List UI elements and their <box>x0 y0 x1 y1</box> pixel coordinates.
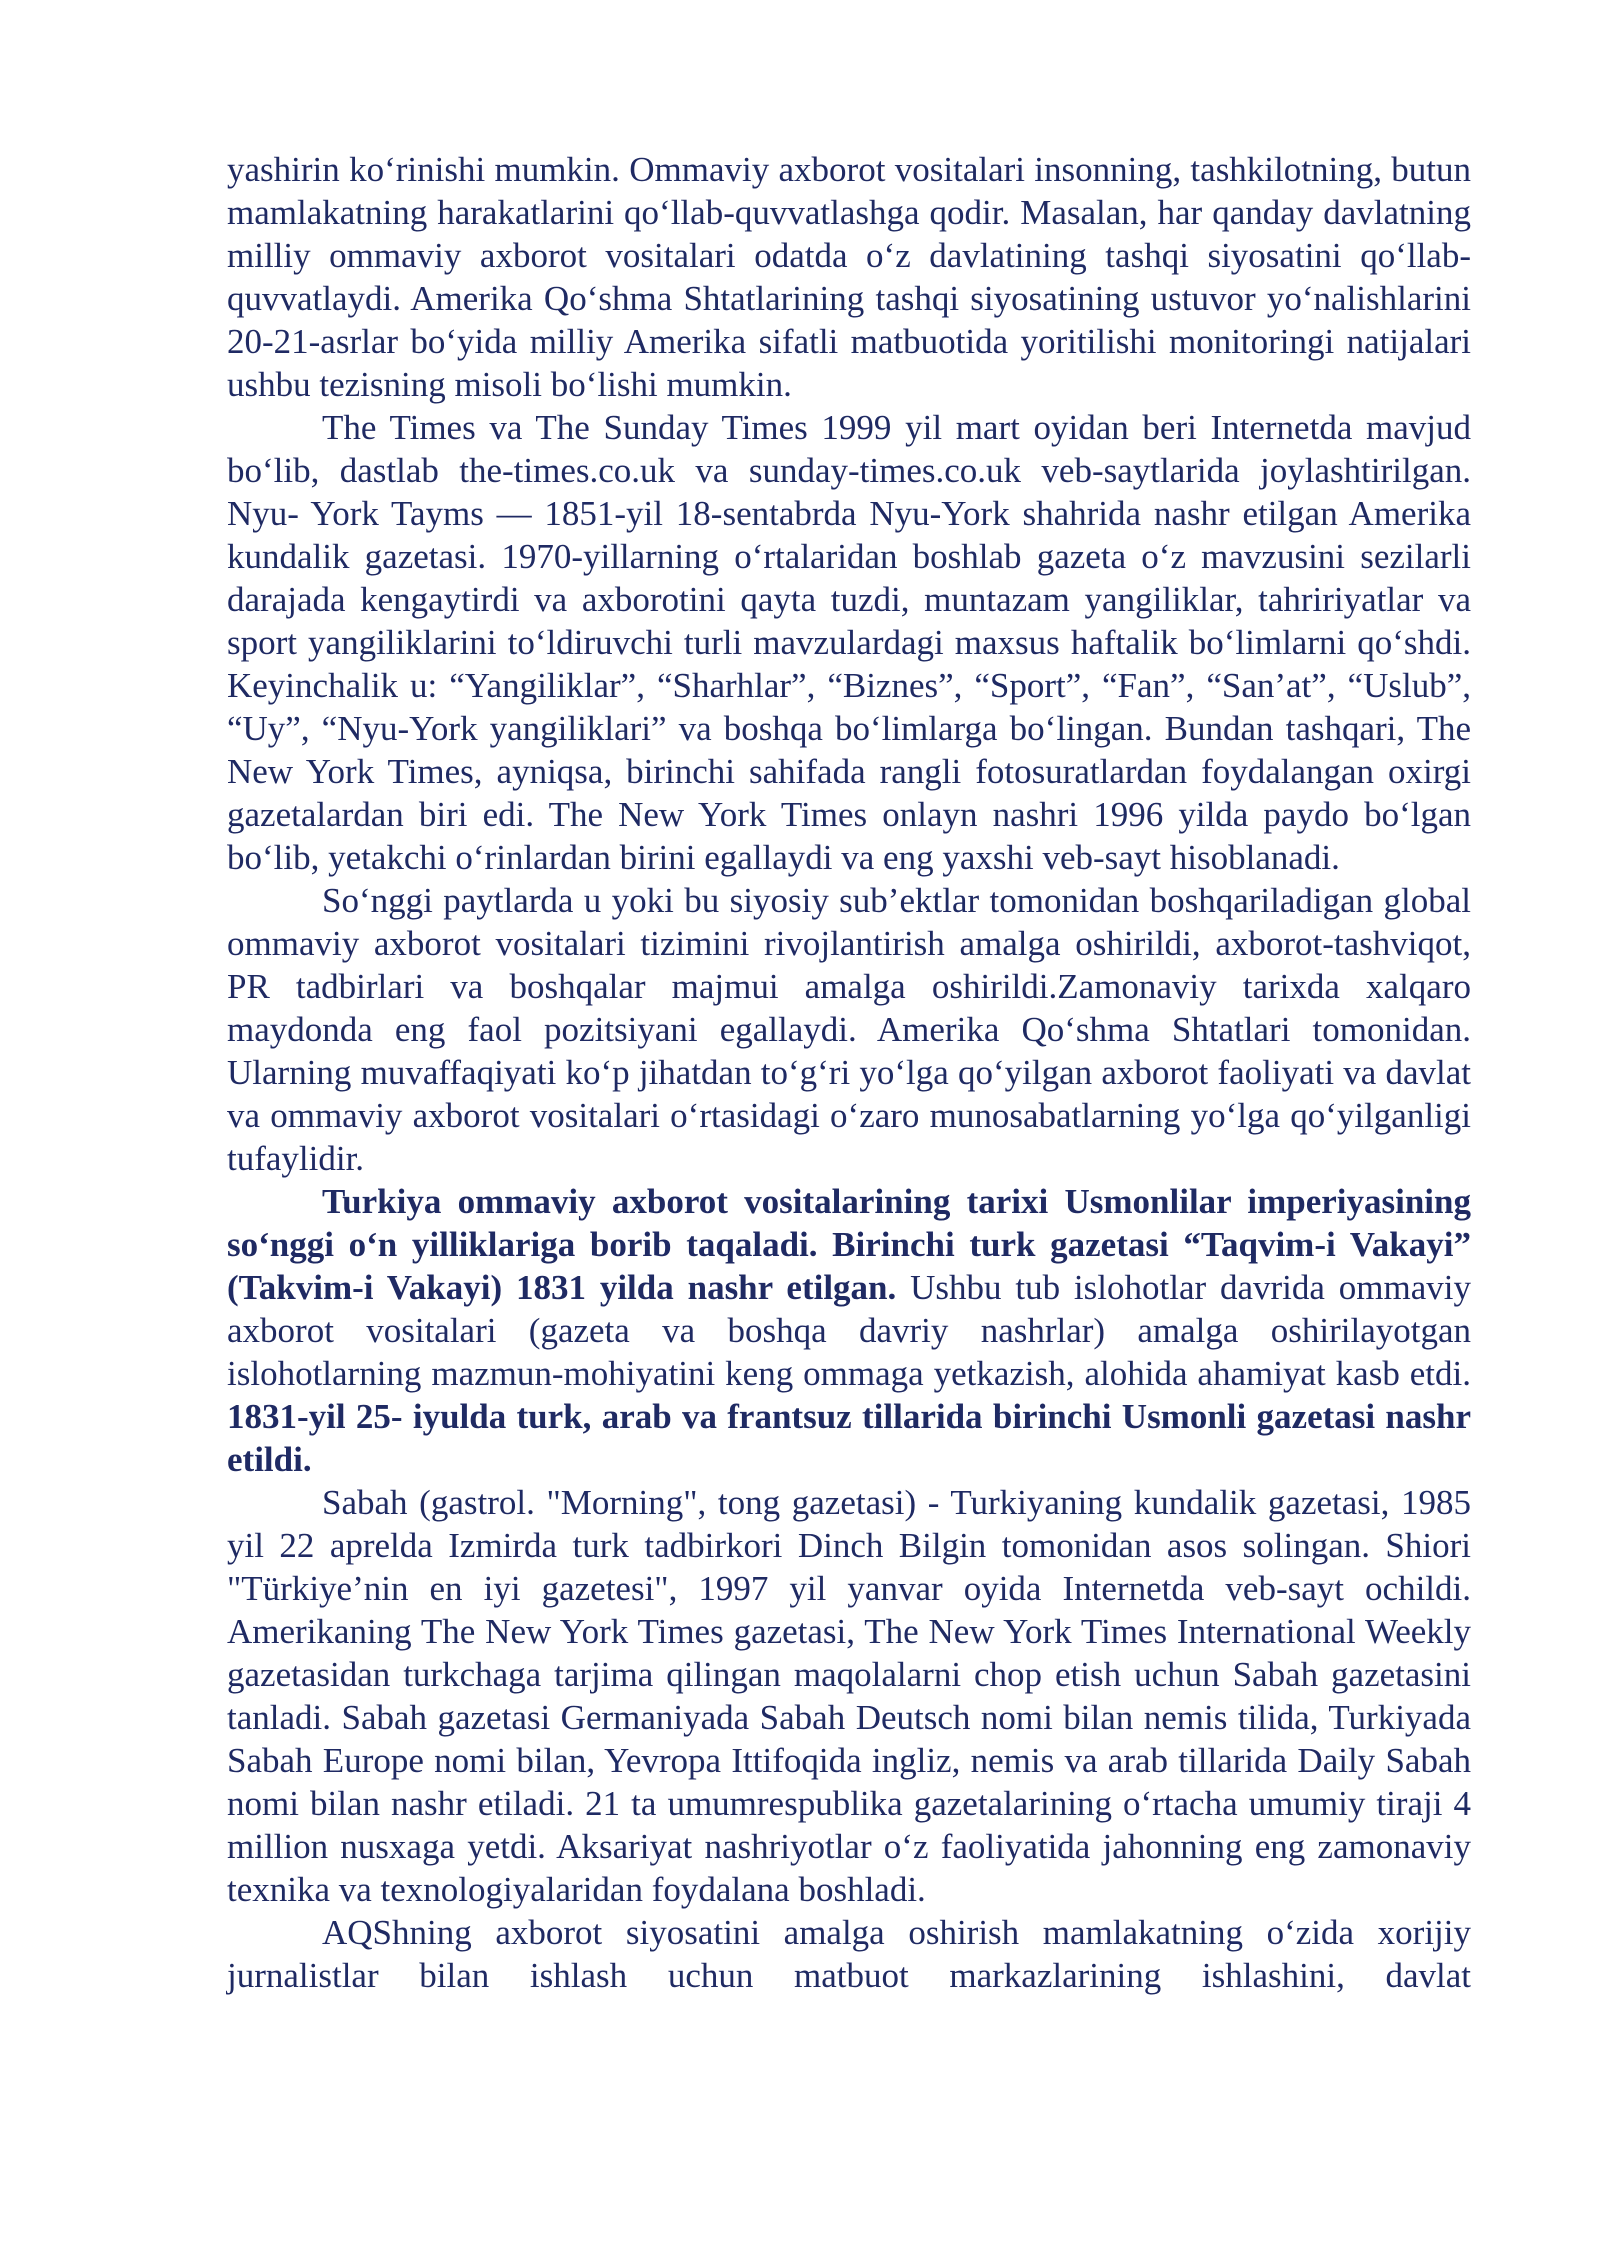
paragraph-1 <box>227 148 1471 406</box>
paragraph-4-bold-intro: Turkiya ommaviy axborot vositalarining tarixi Usmonlilar imperiyasining soʻnggi oʻn yilliklariga borib taqaladi. Birinchi turk gazetasi “Taqvim-i Vakayi” (Takvim-i Vakayi) 1831 yilda nashr etilgan. <box>227 1182 1471 1307</box>
document-page <box>227 148 1471 1997</box>
paragraph-2-text: The Times va The Sunday Times 1999 yil mart oyidan beri Internetda mavjud boʻlib, dastlab the-times.co.uk va sunday-times.co.uk veb-saytlarida joylashtirilgan. Nyu- York Tayms — 1851-yil 18-sentabrda Nyu-York shahrida nashr etilgan Amerika kundalik gazetasi. 1970-yillarning oʻrtalaridan boshlab gazeta oʻz mavzusini sezilarli darajada kengaytirdi va axborotini qayta tuzdi, muntazam yangiliklar, tahririyatlar va sport yangiliklarini toʻldiruvchi turli mavzulardagi maxsus haftalik boʻlimlarni qoʻshdi. Keyinchalik u: “Yangiliklar”, “Sharhlar”, “Biznes”, “Sport”, “Fan”, “San’at”, “Uslub”, “Uy”, “Nyu-York yangiliklari” va boshqa boʻlimlarga boʻlingan. Bundan tashqari, The New York Times, ayniqsa, birinchi sahifada rangli fotosuratlardan foydalangan oxirgi gazetalardan biri edi. The New York Times onlayn nashri 1996 yilda paydo boʻlgan boʻlib, yetakchi oʻrinlardan birini egallaydi va eng yaxshi veb-sayt hisoblanadi. <box>227 408 1471 877</box>
paragraph-3-text: Soʻnggi paytlarda u yoki bu siyosiy sub’ektlar tomonidan boshqariladigan global ommaviy axborot vositalari tizimini rivojlantirish amalga oshirildi, axborot-tashviqot, PR tadbirlari va boshqalar majmui amalga oshirildi.Zamonaviy tarixda xalqaro maydonda eng faol pozitsiyani egallaydi. Amerika Qoʻshma Shtatlari tomonidan. Ularning muvaffaqiyati koʻp jihatdan toʻgʻri yoʻlga qoʻyilgan axborot faoliyati va davlat va ommaviy axborot vositalari oʻrtasidagi oʻzaro munosabatlarning yoʻlga qoʻyilganligi tufaylidir. <box>227 881 1471 1178</box>
paragraph-2 <box>227 406 1471 879</box>
paragraph-3 <box>227 879 1471 1180</box>
paragraph-4 <box>227 1180 1471 1481</box>
paragraph-5-text: Sabah (gastrol. "Morning", tong gazetasi) - Turkiyaning kundalik gazetasi, 1985 yil 22 aprelda Izmirda turk tadbirkori Dinch Bilgin tomonidan asos solingan. Shiori "Türkiye’nin en iyi gazetesi", 1997 yil yanvar oyida Internetda veb-sayt ochildi. Amerikaning The New York Times gazetasi, The New York Times International Weekly gazetasidan turkchaga tarjima qilingan maqolalarni chop etish uchun Sabah gazetasini tanladi. Sabah gazetasi Germaniyada Sabah Deutsch nomi bilan nemis tilida, Turkiyada Sabah Europe nomi bilan, Yevropa Ittifoqida ingliz, nemis va arab tillarida Daily Sabah nomi bilan nashr etiladi. 21 ta umumrespublika gazetalarining oʻrtacha umumiy tiraji 4 million nusxaga yetdi. Aksariyat nashriyotlar oʻz faoliyatida jahonning eng zamonaviy texnika va texnologiyalaridan foydalana boshladi. <box>227 1483 1471 1909</box>
paragraph-4-bold-outro: 1831-yil 25- iyulda turk, arab va frantsuz tillarida birinchi Usmonli gazetasi nashr etildi. <box>227 1397 1471 1479</box>
paragraph-1-text: yashirin koʻrinishi mumkin. Ommaviy axborot vositalari insonning, tashkilotning, butun mamlakatning harakatlarini qoʻllab-quvvatlashga qodir. Masalan, har qanday davlatning milliy ommaviy axborot vositalari odatda oʻz davlatining tashqi siyosatini qoʻllab- quvvatlaydi. Amerika Qoʻshma Shtatlarining tashqi siyosatining ustuvor yoʻnalishlarini 20-21-asrlar boʻyida milliy Amerika sifatli matbuotida yoritilishi monitoringi natijalari ushbu tezisning misoli boʻlishi mumkin. <box>227 150 1471 404</box>
paragraph-6-text: AQShning axborot siyosatini amalga oshirish mamlakatning oʻzida xorijiy jurnalistlar bilan ishlash uchun matbuot markazlarining ishlashini, davlat <box>227 1913 1471 1995</box>
paragraph-4-text: Ushbu tub islohotlar davrida ommaviy axborot vositalari (gazeta va boshqa davriy nashrlar) amalga oshirilayotgan islohotlarning mazmun-mohiyatini keng ommaga yetkazish, alohida ahamiyat kasb etdi. <box>227 1268 1471 1393</box>
paragraph-6 <box>227 1911 1471 1997</box>
paragraph-5 <box>227 1481 1471 1911</box>
